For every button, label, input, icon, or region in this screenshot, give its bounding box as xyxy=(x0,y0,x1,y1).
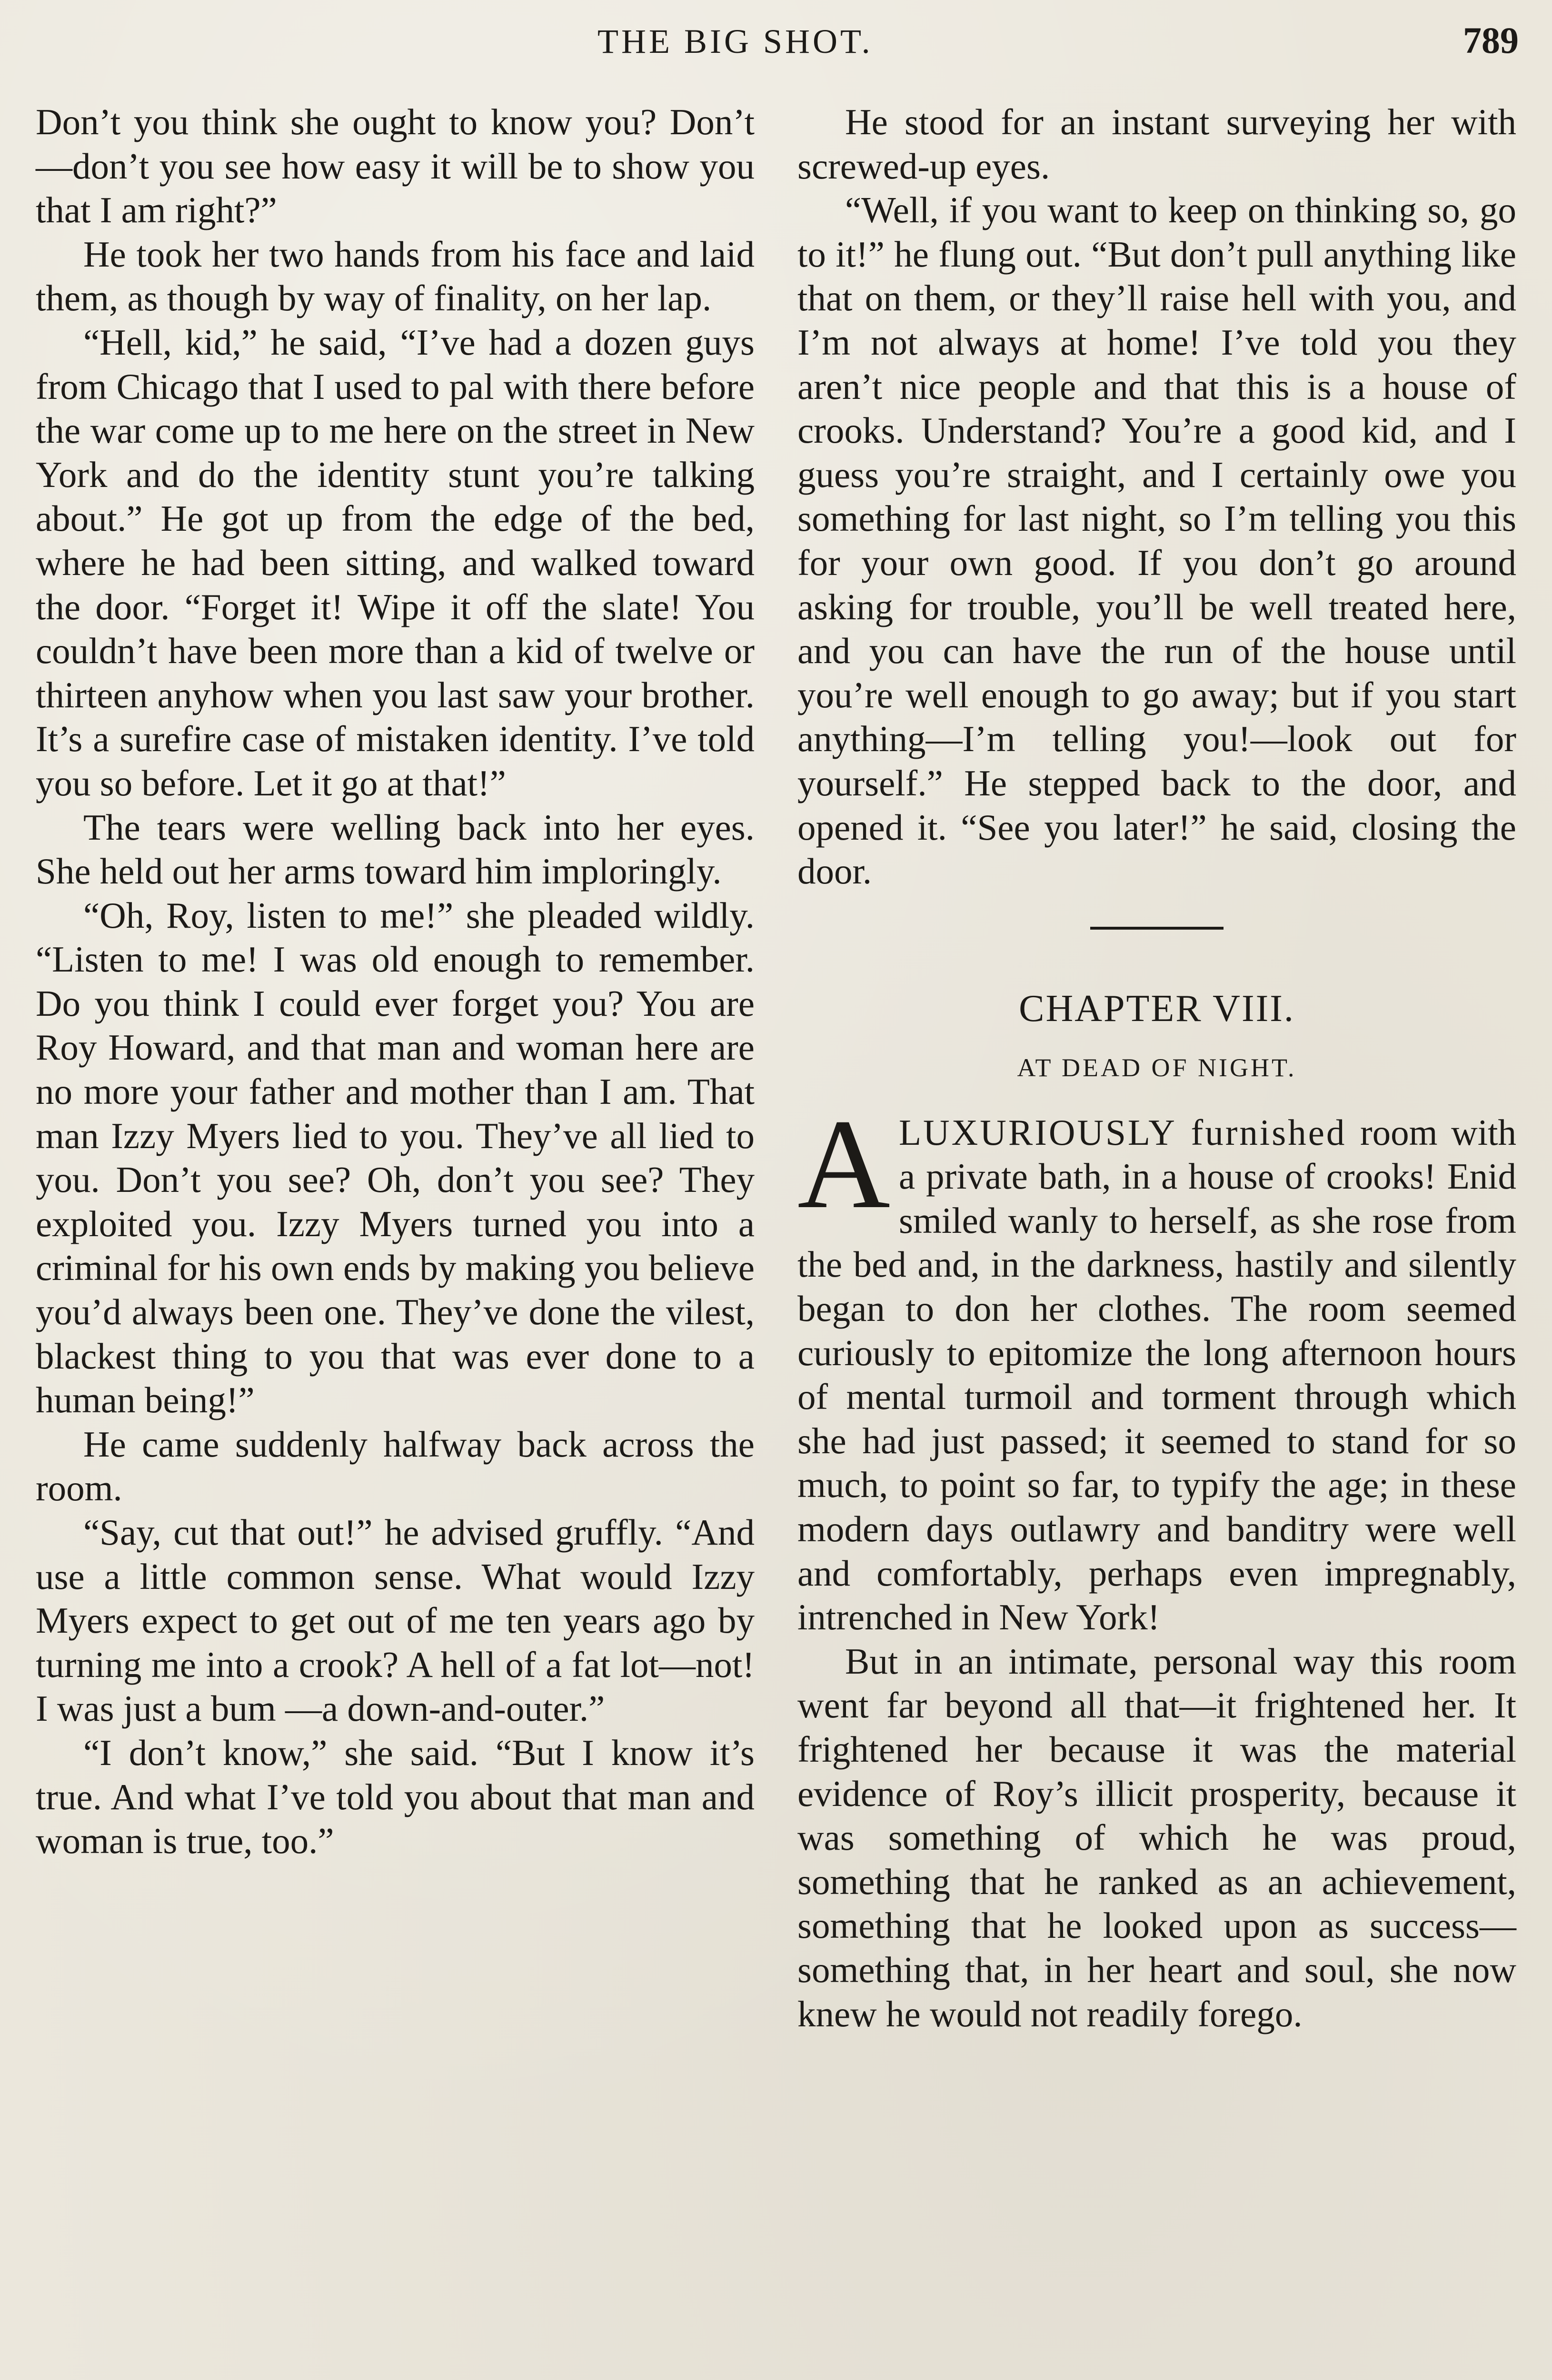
chapter-subtitle: AT DEAD OF NIGHT. xyxy=(1017,1053,1297,1082)
paragraph: The tears were welling back into her eyes. She held out her arms toward him imploringly. xyxy=(36,806,755,892)
paragraph: “I don’t know,” she said. “But I know it’s true. And what I’ve told you about that man and woman is true, too.” xyxy=(36,1732,755,1862)
running-title: THE BIG SHOT. xyxy=(597,22,873,60)
paragraph: He came suddenly halfway back across the room. xyxy=(36,1423,755,1509)
drop-cap: A xyxy=(797,1092,890,1235)
page-number: 789 xyxy=(1463,20,1519,61)
paragraph: He stood for an instant surveying her with screwed-up eyes. xyxy=(797,101,1516,187)
paragraph: He took her two hands from his face and laid them, as though by way of finality, on her lap. xyxy=(36,233,755,319)
paragraph: “Oh, Roy, listen to me!” she pleaded wildly. “Listen to me! I was old enough to remember. Do you think I could ever forget you? You are Roy Howard, and that man and woman here are no more your father and mother than I am. That man Izzy Myers lied to you. They’ve all lied to you. Don’t you see? Oh, don’t you see? They exploited you. Izzy Myers turned you into a criminal for his own ends by making you believe you’d always been one. They’ve done the vilest, blackest thing to you that was ever done to a human being!” xyxy=(36,894,755,1421)
paragraph: “Hell, kid,” he said, “I’ve had a dozen guys from Chicago that I used to pal with there before the war come up to me here on the street in New York and do the identity stunt you’re talking about.” He got up from the edge of the bed, where he had been sitting, and walked toward the door. “Forget it! Wipe it off the slate! You couldn’t have been more than a kid of twelve or thirteen anyhow when you last saw your brother. It’s a surefire case of mistaken identity. I’ve told you so before. Let it go at that!” xyxy=(36,321,755,803)
section-divider xyxy=(1090,927,1224,930)
running-header xyxy=(0,19,1552,71)
paragraph: Don’t you think she ought to know you? Don’t—don’t you see how easy it will be to show you that I am right?” xyxy=(36,101,755,231)
chapter-opening-paragraph xyxy=(797,1092,1516,1639)
chapter-title: CHAPTER VIII. xyxy=(1019,987,1295,1030)
left-column xyxy=(36,100,755,1863)
paragraph: But in an intimate, personal way this room went far beyond all that—it frightened her. It frightened her because it was the material evidence of Roy’s illicit prosperity, because it was something of which he was proud, something that he ranked as an achievement, something that he looked upon as success—something that, in her heart and soul, she now knew he would not readily forego. xyxy=(797,1640,1516,2034)
opening-small-caps: LUXURIOUSLY furnished xyxy=(899,1111,1347,1153)
paragraph: “Say, cut that out!” he advised gruffly. “And use a little common sense. What would Izzy Myers expect to get out of me ten years ago by turning me into a crook? A hell of a fat lot—not! I was just a bum —a down-and-outer.” xyxy=(36,1512,755,1729)
paragraph: “Well, if you want to keep on thinking so, go to it!” he flung out. “But don’t pull anything like that on them, or they’ll raise hell with you, and I’m not always at home! I’ve told you they aren’t nice people and that this is a house of crooks. Understand? You’re a good kid, and I guess you’re straight, and I certainly owe you something for last night, so I’m telling you this for your own good. If you don’t go around asking for trouble, you’ll be well treated here, and you can have the run of the house until you’re well enough to go away; but if you start anything—I’m telling you!—look out for yourself.” He stepped back to the door, and opened it. “See you later!” he said, closing the door. xyxy=(797,189,1516,892)
opening-text: room with a private bath, in a house of crooks! Enid smiled wanly to herself, as she rose from the bed and, in the darkness, hastily and silently began to don her clothes. The room seemed curiously to epitomize the long afternoon hours of mental turmoil and torment through which she had just passed; it seemed to stand for so much, to point so far, to typify the age; in these modern days outlawry and banditry were well and comfortably, perhaps even impregnably, intrenched in New York! xyxy=(797,1111,1516,1638)
right-column xyxy=(797,100,1516,2036)
